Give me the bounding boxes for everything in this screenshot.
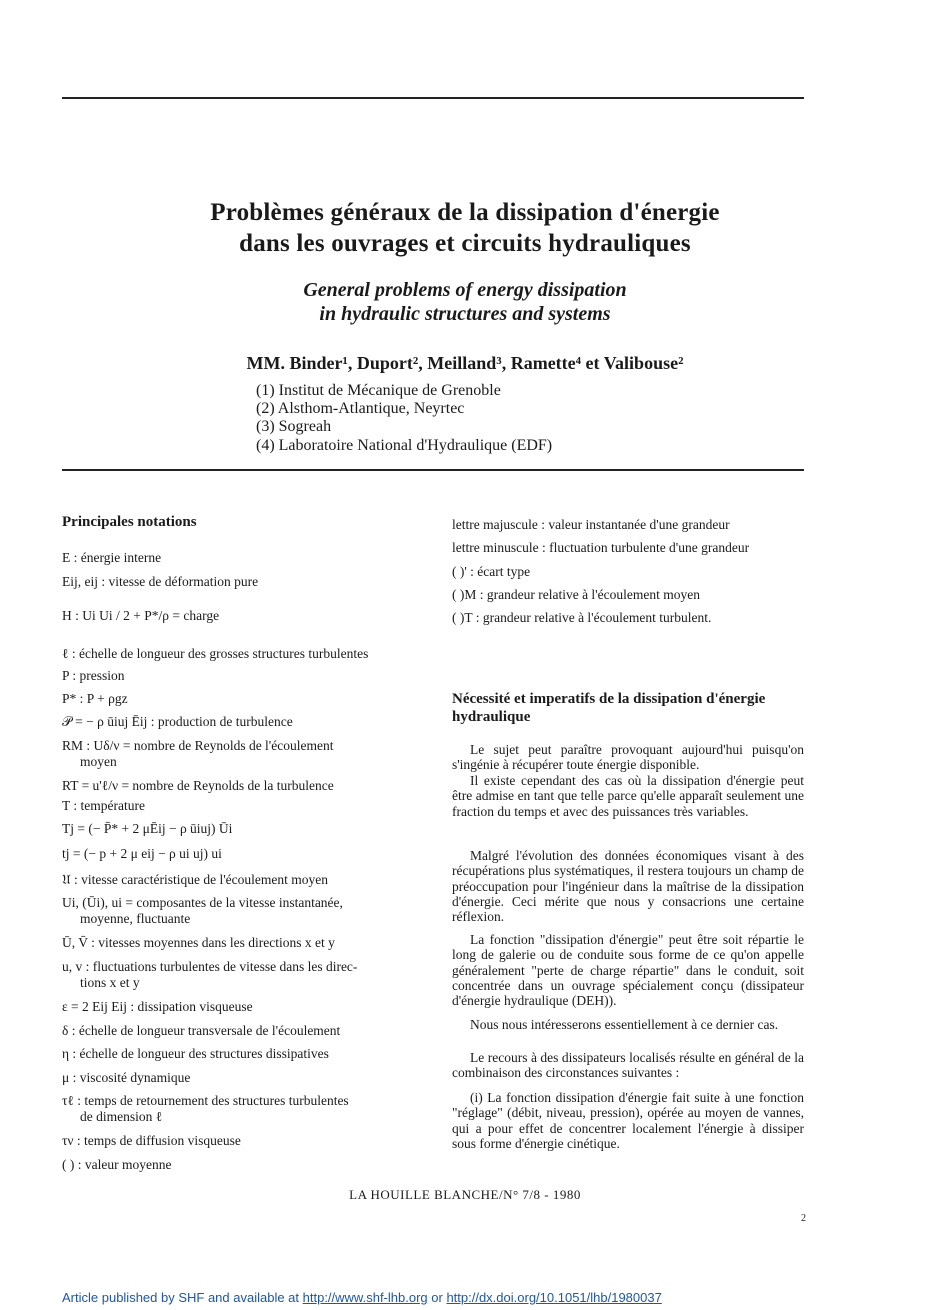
notation-item: Eij, eij : vitesse de déformation pure [62,574,259,589]
section-heading-line1: Nécessité et imperatifs de la dissipation d'énergie [452,691,766,707]
notation-item: τℓ : temps de retournement des structures turbulentes [62,1093,349,1108]
body-paragraph [452,742,804,773]
notation-item-continued: tions x et y [80,975,140,990]
notation-right-item: lettre majuscule : valeur instantanée d'une grandeur [452,517,730,532]
notation-item: Tj = (− P̄* + 2 μĒij − ρ ūiuj) Ūi [62,821,233,836]
page-title-line1: Problèmes généraux de la dissipation d'énergie [210,199,720,226]
notation-right-item: ( )M : grandeur relative à l'écoulement moyen [452,587,700,602]
body-paragraph [452,848,804,924]
notation-item: Ū, V̄ : vitesses moyennes dans les directions x et y [62,935,335,950]
paragraph-text: (i) La fonction dissipation d'énergie fait suite à une fonction "réglage" (débit, niveau, pression), opérée au moyen de vannes, qui a pour effet de concentrer localement l'énergie à dissiper sous forme d'énergie cinétique. [452,1090,804,1151]
notation-item: RT = u'ℓ/ν = nombre de Reynolds de la turbulence [62,778,334,793]
notation-item: δ : échelle de longueur transversale de l'écoulement [62,1023,341,1038]
notation-item: 𝔘 : vitesse caractéristique de l'écoulement moyen [62,872,329,887]
footer-line [62,1290,662,1305]
shf-link[interactable]: http://www.shf-lhb.org [302,1290,428,1305]
page-number: 2 [801,1213,806,1224]
subtitle-line2: in hydraulic structures and systems [319,303,611,325]
paragraph-text: La fonction "dissipation d'énergie" peut être soit répartie le long de galerie ou de conduite sous forme de ce qu'on appelle généralement "perte de charge répartie" dans le conduit, soit concentrée dans un ouvrage spécialement conçu (dissipateur d'énergie hydraulique (DEH)). [452,932,804,1009]
notation-item: tj = (− p + 2 μ eij − ρ ui uj) ui [62,846,222,861]
body-paragraph [452,1050,804,1081]
notation-item: u, v : fluctuations turbulentes de vitesse dans les direc- [62,959,358,974]
notation-item: H : Ui Ui / 2 + P*/ρ = charge [62,608,220,623]
body-paragraph [452,1090,804,1151]
affiliation-2: (2) Alsthom-Atlantique, Neyrtec [256,400,465,417]
notation-item: E : énergie interne [62,550,162,565]
notation-right-item: ( )' : écart type [452,564,531,579]
header-bottom-rule [62,469,804,471]
affiliation-3: (3) Sogreah [256,418,332,435]
body-paragraph [452,932,804,1008]
notation-item: P : pression [62,668,125,683]
notation-item: η : échelle de longueur des structures dissipatives [62,1046,329,1061]
footer-prefix: Article published by SHF and available at [62,1290,303,1305]
footer-middle: or [427,1290,447,1305]
authors: MM. Binder¹, Duport², Meilland³, Ramette⁴ et Valibouse² [246,353,684,373]
body-paragraph [452,773,804,819]
paragraph-text: Le recours à des dissipateurs localisés résulte en général de la combinaison des circonstances suivantes : [452,1050,804,1081]
affiliation-4: (4) Laboratoire National d'Hydraulique (EDF) [256,437,553,454]
notation-item: T : température [62,798,145,813]
journal-reference: LA HOUILLE BLANCHE/N° 7/8 - 1980 [349,1187,581,1202]
notation-item: ( ) : valeur moyenne [62,1157,172,1172]
notation-item: P* : P + ρgz [62,691,128,706]
notation-right-item: ( )T : grandeur relative à l'écoulement turbulent. [452,610,712,625]
notation-item-continued: moyen [80,754,117,769]
page-title-line2: dans les ouvrages et circuits hydrauliques [239,230,691,257]
doi-link[interactable]: http://dx.doi.org/10.1051/lhb/1980037 [446,1290,662,1305]
notation-item: 𝒫 = − ρ ūiuj Ēij : production de turbulence [62,714,293,729]
notation-item: RM : Uδ/ν = nombre de Reynolds de l'écoulement [62,738,334,753]
paragraph-text: Nous nous intéresserons essentiellement à ce dernier cas. [470,1017,779,1032]
notation-item: μ : viscosité dynamique [62,1070,191,1085]
notation-item: τν : temps de diffusion visqueuse [62,1133,241,1148]
notation-right-item: lettre minuscule : fluctuation turbulente d'une grandeur [452,540,750,555]
section-heading-line2: hydraulique [452,709,531,725]
section-heading [452,690,812,726]
paragraph-text: Il existe cependant des cas où la dissipation d'énergie peut être admise en tant que telle parce qu'elle apparaît seulement une fraction du temps et avec des puissances très variables. [452,773,804,819]
notation-item-continued: de dimension ℓ [80,1109,163,1124]
paragraph-text: Malgré l'évolution des données économiques visant à des récupérations plus systématiques, il restera toujours un champ de préoccupation pour l'ingénieur dans la maîtrise de la dissipation d'énergie. Ceci mérite que nous y consacrions une certaine réflexion. [452,848,804,925]
body-paragraph [452,1017,804,1032]
notation-item-continued: moyenne, fluctuante [80,911,191,926]
notation-item: ε = 2 Eij Eij : dissipation visqueuse [62,999,253,1014]
notation-item: ℓ : échelle de longueur des grosses structures turbulentes [62,646,369,661]
notations-heading: Principales notations [62,514,197,530]
notation-item: Ui, (Ūi), ui = composantes de la vitesse instantanée, [62,895,343,910]
paragraph-text: Le sujet peut paraître provoquant aujourd'hui puisqu'on s'ingénie à récupérer toute énergie disponible. [452,742,804,773]
top-rule [62,97,804,99]
affiliation-1: (1) Institut de Mécanique de Grenoble [256,382,501,399]
subtitle-line1: General problems of energy dissipation [303,279,627,301]
